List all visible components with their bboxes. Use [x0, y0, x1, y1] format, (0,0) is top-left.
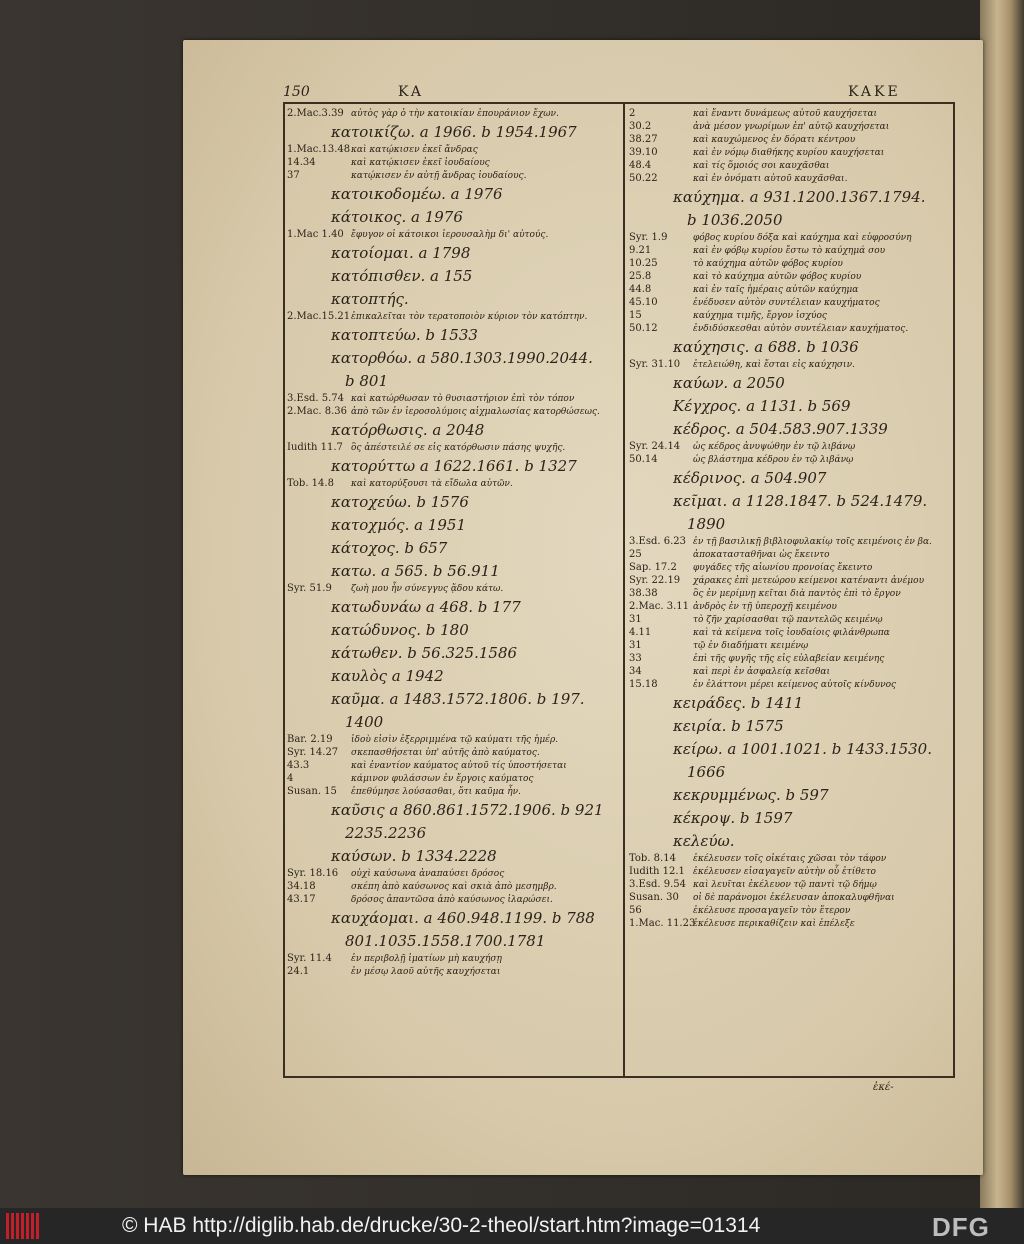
concordance-entry — [287, 868, 619, 881]
concordance-entry — [629, 640, 961, 653]
concordance-entry — [629, 245, 961, 258]
frame-rule-left — [283, 102, 285, 1078]
verse-reference: 31 — [629, 614, 642, 625]
verse-reference: 2.Mac. 8.36 — [287, 406, 347, 417]
concordance-entry — [629, 614, 961, 627]
quotation-text: ἐκέλευσε περικαθίζειν καὶ ἐπέλεξε — [693, 919, 855, 929]
headword: καύχησις. a 688. b 1036 — [673, 338, 859, 356]
verse-reference: Iudith 12.1 — [629, 866, 685, 877]
verse-reference: Syr. 51.9 — [287, 583, 332, 594]
quotation-text: καὶ κατῴκισεν ἐκεῖ ἄνδρας — [351, 145, 478, 155]
concordance-entry — [629, 892, 961, 905]
verse-reference: Iudith 11.7 — [287, 442, 343, 453]
headword-continuation: 1400 — [345, 713, 384, 731]
headword: καύων. a 2050 — [673, 374, 785, 392]
quotation-text: ἐκέλευσε προσαγαγεῖν τὸν ἕτερον — [693, 906, 851, 916]
head-left: KA — [398, 84, 425, 100]
quotation-text: ἰδοὺ εἰσὶν ἐξερριμμένα τῷ καύματι τῆς ἡμέρ. — [351, 735, 559, 745]
quotation-text: ἐν περιβολῇ ἱματίων μὴ καυχήσῃ — [351, 954, 502, 964]
quotation-text: καὶ ἐν φόβῳ κυρίου ἔστω τὸ καύχημά σου — [693, 246, 886, 256]
concordance-entry — [629, 666, 961, 679]
verse-reference: 43.3 — [287, 760, 310, 771]
concordance-entry — [629, 679, 961, 692]
quotation-text: ὡς βλάστημα κέδρου ἐν τῷ λιβάνῳ — [693, 455, 854, 465]
concordance-entry — [629, 918, 961, 931]
quotation-text: ἐνδιδύσκεσθαι αὐτὸν συντέλειαν καυχήματος. — [693, 324, 909, 334]
verse-reference: Susan. 30 — [629, 892, 679, 903]
hab-logo-icon[interactable] — [6, 1213, 40, 1239]
concordance-entry — [287, 773, 619, 786]
headword: κειράδες. b 1411 — [673, 694, 804, 712]
verse-reference: 39.10 — [629, 147, 658, 158]
verse-reference: 15.18 — [629, 679, 658, 690]
dfg-logo[interactable]: DFG — [932, 1212, 990, 1242]
verse-reference: 34 — [629, 666, 642, 677]
quotation-text: ἀνὰ μέσον γνωρίμων ἐπ' αὐτῷ καυχήσεται — [693, 122, 890, 132]
page-number: 150 — [283, 84, 310, 100]
concordance-entry — [629, 147, 961, 160]
headword-continuation: 2235.2236 — [345, 824, 427, 842]
quotation-text: σκέπη ἀπὸ καύσωνος καὶ σκιὰ ἀπὸ μεσημβρ. — [351, 882, 557, 892]
concordance-entry — [629, 258, 961, 271]
headword: κατω. a 565. b 56.911 — [331, 562, 500, 580]
headword: κάτοχος. b 657 — [331, 539, 448, 557]
concordance-entry — [287, 894, 619, 907]
concordance-entry — [287, 747, 619, 760]
concordance-entry — [287, 786, 619, 799]
viewer-footer — [0, 1208, 1024, 1244]
concordance-entry — [629, 601, 961, 614]
concordance-entry — [629, 653, 961, 666]
concordance-entry — [629, 562, 961, 575]
verse-reference: 37 — [287, 170, 300, 181]
headword: κατορθόω. a 580.1303.1990.2044. — [331, 349, 593, 367]
verse-reference: 38.27 — [629, 134, 658, 145]
verse-reference: 56 — [629, 905, 642, 916]
headword-continuation: 1890 — [687, 515, 726, 533]
verse-reference: Syr. 22.19 — [629, 575, 681, 586]
concordance-entry — [629, 323, 961, 336]
quotation-text: τὸ καύχημα αὐτῶν φόβος κυρίου — [693, 259, 843, 269]
verse-reference: 24.1 — [287, 966, 310, 977]
quotation-text: καὶ ἐν ὀνόματι αὐτοῦ καυχᾶσθαι. — [693, 174, 848, 184]
quotation-text: καὶ ἐναντίον καύματος αὐτοῦ τίς ὑποστήσεται — [351, 761, 567, 771]
quotation-text: καὶ τὰ κείμενα τοῖς ἰουδαίοις φιλάνθρωπα — [693, 628, 890, 638]
verse-reference: 2.Mac. 3.11 — [629, 601, 689, 612]
quotation-text: ἐπικαλεῖται τὸν τερατοποιὸν κύριον τὸν κατόπτην. — [351, 312, 588, 322]
verse-reference: 2 — [629, 108, 636, 119]
head-right: KAKE — [848, 84, 901, 100]
verse-reference: 3.Esd. 9.54 — [629, 879, 686, 890]
quotation-text: καὶ τίς ὅμοιός σοι καυχᾶσθαι — [693, 161, 830, 171]
concordance-entry — [287, 157, 619, 170]
verse-reference: 43.17 — [287, 894, 316, 905]
quotation-text: δρόσος ἀπαντῶσα ἀπὸ καύσωνος ἱλαρώσει. — [351, 895, 553, 905]
headword: κατωδυνάω a 468. b 177 — [331, 598, 521, 616]
verse-reference: 50.22 — [629, 173, 658, 184]
verse-reference: 1.Mac.13.48 — [287, 144, 351, 155]
concordance-entry — [629, 879, 961, 892]
quotation-text: τῷ ἐν διαδήματι κειμένῳ — [693, 641, 809, 651]
headword: καυλὸς a 1942 — [331, 667, 444, 685]
verse-reference: Syr. 31.10 — [629, 359, 681, 370]
verse-reference: 4.11 — [629, 627, 652, 638]
verse-reference: 15 — [629, 310, 642, 321]
concordance-entry — [287, 478, 619, 491]
verse-reference: 10.25 — [629, 258, 658, 269]
quotation-text: ἀνδρὸς ἐν τῇ ὑπεροχῇ κειμένου — [693, 602, 837, 612]
quotation-text: κατῴκισεν ἐν αὐτῇ ἄνδρας ἰουδαίους. — [351, 171, 527, 181]
headword: κάτωθεν. b 56.325.1586 — [331, 644, 518, 662]
quotation-text: ἐνέδυσεν αὐτὸν συντέλειαν καυχήματος — [693, 298, 880, 308]
headword: κατοπτεύω. b 1533 — [331, 326, 478, 344]
book-page — [183, 40, 983, 1175]
quotation-text: χάρακες ἐπὶ μετεώρου κείμενοι κατέναντι ἀνέμου — [693, 576, 925, 586]
verse-reference: Syr. 18.16 — [287, 868, 339, 879]
concordance-entry — [287, 442, 619, 455]
quotation-text: καὶ τὸ καύχημα αὐτῶν φόβος κυρίου — [693, 272, 862, 282]
headword: κελεύω. — [673, 832, 735, 850]
headword: κατοικίζω. a 1966. b 1954.1967 — [331, 123, 577, 141]
concordance-entry — [629, 232, 961, 245]
concordance-entry — [629, 441, 961, 454]
verse-reference: Syr. 14.27 — [287, 747, 339, 758]
headword: κεκρυμμένως. b 597 — [673, 786, 829, 804]
quotation-text: ἐκέλευσεν τοῖς οἰκέταις χῶσαι τὸν τάφον — [693, 854, 887, 864]
headword: κατοχμός. a 1951 — [331, 516, 466, 534]
concordance-entry — [629, 627, 961, 640]
concordance-entry — [287, 760, 619, 773]
headword: κατόπισθεν. a 155 — [331, 267, 473, 285]
quotation-text: ὃς ἐν μερίμνῃ κεῖται διὰ παντὸς ἐπὶ τὸ ἔργον — [693, 589, 901, 599]
headword-continuation: 801.1035.1558.1700.1781 — [345, 932, 546, 950]
verse-reference: 25.8 — [629, 271, 652, 282]
headword: κατώδυνος. b 180 — [331, 621, 469, 639]
quotation-text: καὶ ἐν ταῖς ἡμέραις αὐτῶν καύχημα — [693, 285, 859, 295]
verse-reference: 25 — [629, 549, 642, 560]
concordance-entry — [287, 953, 619, 966]
concordance-entry — [629, 271, 961, 284]
quotation-text: σκεπασθήσεται ὑπ' αὐτῆς ἀπὸ καύματος. — [351, 748, 540, 758]
headword: καύσων. b 1334.2228 — [331, 847, 497, 865]
verse-reference: 31 — [629, 640, 642, 651]
quotation-text: καὶ λευῖται ἐκέλευον τῷ παντὶ τῷ δήμῳ — [693, 880, 877, 890]
verse-reference: 3.Esd. 6.23 — [629, 536, 686, 547]
concordance-entry — [629, 173, 961, 186]
quotation-text: αὐτὸς γὰρ ὁ τὴν κατοικίαν ἐπουράνιον ἔχων. — [351, 109, 559, 119]
headword: κέδρινος. a 504.907 — [673, 469, 827, 487]
verse-reference: 14.34 — [287, 157, 316, 168]
concordance-entry — [629, 588, 961, 601]
column-divider — [623, 102, 625, 1078]
quotation-text: ἔφυγον οἱ κάτοικοι ἱερουσαλὴμ δι' αὐτούς. — [351, 230, 549, 240]
headword: κατοικοδομέω. a 1976 — [331, 185, 503, 203]
quotation-text: ὡς κέδρος ἀνυψώθην ἐν τῷ λιβάνῳ — [693, 442, 856, 452]
quotation-text: οὐχὶ καύσωνα ἀναπαύσει δρόσος — [351, 869, 505, 879]
quotation-text: καὶ κατῴκισεν ἐκεῖ ἰουδαίους — [351, 158, 490, 168]
running-head — [283, 84, 955, 102]
verse-reference: Syr. 11.4 — [287, 953, 332, 964]
copyright-url[interactable]: © HAB http://diglib.hab.de/drucke/30-2-theol/start.htm?image=01314 — [122, 1214, 761, 1237]
headword: Κέγχρος. a 1131. b 569 — [673, 397, 851, 415]
headword: κατόρθωσις. a 2048 — [331, 421, 485, 439]
headword: κατοχεύω. b 1576 — [331, 493, 469, 511]
headword: κατοίομαι. a 1798 — [331, 244, 471, 262]
concordance-entry — [629, 866, 961, 879]
concordance-entry — [629, 134, 961, 147]
verse-reference: Tob. 8.14 — [629, 853, 676, 864]
verse-reference: 48.4 — [629, 160, 652, 171]
frame-rule-top — [283, 102, 955, 104]
verse-reference: 44.8 — [629, 284, 652, 295]
concordance-entry — [629, 549, 961, 562]
quotation-text: ἐν τῇ βασιλικῇ βιβλιοφυλακίῳ τοῖς κειμένοις ἐν βα. — [693, 537, 932, 547]
verse-reference: 33 — [629, 653, 642, 664]
headword: κέδρος. a 504.583.907.1339 — [673, 420, 888, 438]
concordance-entry — [629, 575, 961, 588]
verse-reference: 2.Mac.15.21 — [287, 311, 351, 322]
quotation-text: ἐν μέσῳ λαοῦ αὐτῆς καυχήσεται — [351, 967, 501, 977]
quotation-text: ἀπὸ τῶν ἐν ἱεροσολύμοις αἰχμαλωσίας κατορθώσεως. — [351, 407, 600, 417]
verse-reference: Tob. 14.8 — [287, 478, 334, 489]
page-content — [283, 74, 955, 1096]
quotation-text: ἐκέλευσεν εἰσαγαγεῖν αὐτὴν οὗ ἐτίθετο — [693, 867, 876, 877]
verse-reference: 45.10 — [629, 297, 658, 308]
headword: κείρω. a 1001.1021. b 1433.1530. — [673, 740, 932, 758]
concordance-entry — [629, 359, 961, 372]
headword: καυχάομαι. a 460.948.1199. b 788 — [331, 909, 595, 927]
quotation-text: καὶ κατώρθωσαν τὸ θυσιαστήριον ἐπὶ τὸν τόπον — [351, 394, 575, 404]
concordance-entry — [629, 284, 961, 297]
concordance-entry — [287, 393, 619, 406]
book-edge — [980, 0, 1024, 1208]
headword: καῦσις a 860.861.1572.1906. b 921 — [331, 801, 604, 819]
headword: κειρία. b 1575 — [673, 717, 784, 735]
quotation-text: καὶ περὶ ἐν ἀσφαλείᾳ κεῖσθαι — [693, 667, 830, 677]
concordance-entry — [629, 310, 961, 323]
concordance-entry — [287, 311, 619, 324]
verse-reference: 30.2 — [629, 121, 652, 132]
frame-rule-bottom — [283, 1076, 955, 1078]
concordance-entry — [629, 905, 961, 918]
quotation-text: ἐν ἐλάττονι μέρει κείμενος αὐτοῖς κίνδυνος — [693, 680, 897, 690]
concordance-entry — [287, 966, 619, 979]
quotation-text: τὸ ζῆν χαρίσασθαι τῷ παντελῶς κειμένῳ — [693, 615, 883, 625]
concordance-entry — [629, 536, 961, 549]
concordance-entry — [629, 160, 961, 173]
concordance-entry — [287, 734, 619, 747]
quotation-text: καὶ καυχώμενος ἐν δόρατι κέντρου — [693, 135, 856, 145]
headword-continuation: b 1036.2050 — [687, 211, 783, 229]
concordance-entry — [287, 406, 619, 419]
concordance-entry — [287, 229, 619, 242]
quotation-text: ἀποκατασταθῆναι ὡς ἔκειντο — [693, 550, 830, 560]
verse-reference: 50.12 — [629, 323, 658, 334]
concordance-entry — [629, 454, 961, 467]
concordance-entry — [287, 881, 619, 894]
verse-reference: 3.Esd. 5.74 — [287, 393, 344, 404]
catchword: ἐκέ- — [873, 1082, 894, 1093]
verse-reference: 50.14 — [629, 454, 658, 465]
verse-reference: 38.38 — [629, 588, 658, 599]
quotation-text: ζωὴ μου ἦν σύνεγγυς ᾅδου κάτω. — [351, 584, 504, 594]
concordance-entry — [629, 121, 961, 134]
headword: κάτοικος. a 1976 — [331, 208, 463, 226]
concordance-entry — [629, 297, 961, 310]
verse-reference: 1.Mac. 11.23 — [629, 918, 696, 929]
quotation-text: ἐτελειώθη, καὶ ἔσται εἰς καύχησιν. — [693, 360, 855, 370]
quotation-text: φόβος κυρίου δόξα καὶ καύχημα καὶ εὐφροσύνη — [693, 233, 912, 243]
quotation-text: οἱ δὲ παράνομοι ἐκέλευσαν ἀποκαλυφθῆναι — [693, 893, 895, 903]
quotation-text: ὃς ἀπέστειλέ σε εἰς κατόρθωσιν πάσης ψυχῆς. — [351, 443, 566, 453]
headword: κατοπτής. — [331, 290, 409, 308]
verse-reference: Bar. 2.19 — [287, 734, 333, 745]
concordance-entry — [287, 170, 619, 183]
verse-reference: 34.18 — [287, 881, 316, 892]
right-column — [629, 108, 961, 931]
quotation-text: φυγάδες τῆς αἰωνίου προνοίας ἔκειντο — [693, 563, 873, 573]
headword: κατορύττω a 1622.1661. b 1327 — [331, 457, 577, 475]
quotation-text: καύχημα τιμῆς, ἔργον ἰσχύος — [693, 311, 827, 321]
concordance-entry — [287, 144, 619, 157]
concordance-entry — [629, 108, 961, 121]
verse-reference: 9.21 — [629, 245, 652, 256]
concordance-entry — [287, 108, 619, 121]
quotation-text: κάμινον φυλάσσων ἐν ἔργοις καύματος — [351, 774, 534, 784]
quotation-text: καὶ κατορύξουσι τὰ εἴδωλα αὐτῶν. — [351, 479, 513, 489]
verse-reference: Syr. 1.9 — [629, 232, 668, 243]
headword: καῦμα. a 1483.1572.1806. b 197. — [331, 690, 585, 708]
headword: κεῖμαι. a 1128.1847. b 524.1479. — [673, 492, 928, 510]
verse-reference: 4 — [287, 773, 294, 784]
verse-reference: 1.Mac 1.40 — [287, 229, 344, 240]
verse-reference: Susan. 15 — [287, 786, 337, 797]
headword: καύχημα. a 931.1200.1367.1794. — [673, 188, 926, 206]
quotation-text: καὶ ἐν νόμῳ διαθήκης κυρίου καυχήσεται — [693, 148, 885, 158]
verse-reference: Sap. 17.2 — [629, 562, 677, 573]
left-column — [287, 108, 619, 979]
quotation-text: ἐπὶ τῆς φυγῆς τῆς εἰς εὐλαβείαν κειμένης — [693, 654, 885, 664]
headword-continuation: 1666 — [687, 763, 726, 781]
quotation-text: ἐπεθύμησε λούσασθαι, ὅτι καῦμα ἦν. — [351, 787, 521, 797]
concordance-entry — [629, 853, 961, 866]
concordance-entry — [287, 583, 619, 596]
verse-reference: 2.Mac.3.39 — [287, 108, 344, 119]
verse-reference: Syr. 24.14 — [629, 441, 681, 452]
headword-continuation: b 801 — [345, 372, 389, 390]
quotation-text: καὶ ἔναντι δυνάμεως αὐτοῦ καυχήσεται — [693, 109, 878, 119]
headword: κέκροψ. b 1597 — [673, 809, 793, 827]
